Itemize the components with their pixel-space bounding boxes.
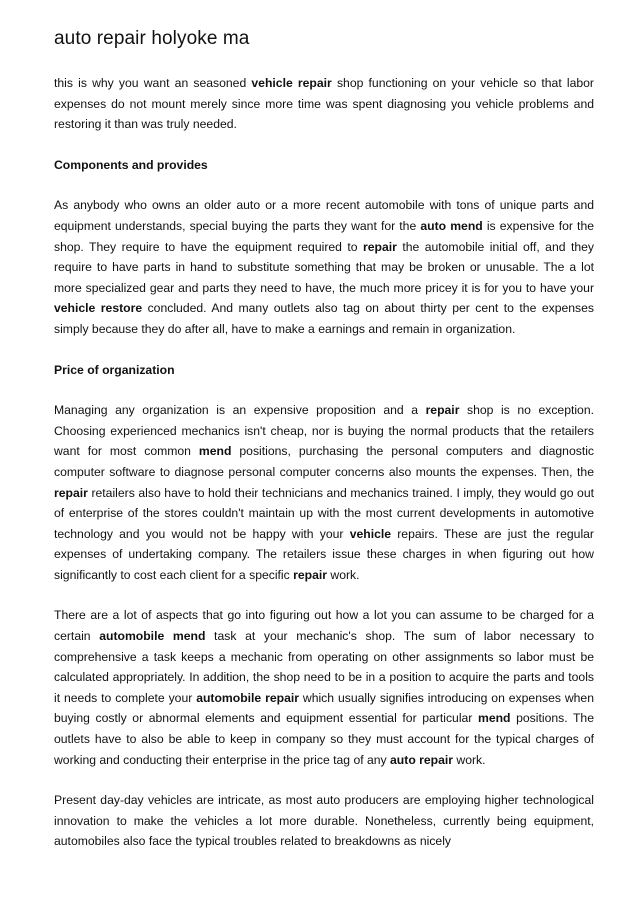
intro-paragraph — [54, 73, 594, 135]
text-run: retailers also have to hold their technicians and mechanics trained. I imply, they would go out of enterprise of the stores couldn't maintain up with the most current developments in automotive technology and you would not be happy with your — [54, 485, 594, 541]
document-title: auto repair holyoke ma — [54, 28, 250, 49]
document-body — [54, 73, 594, 852]
text-run: work. — [327, 567, 360, 582]
text-run: is expensive for the shop. They require to have the equipment required to — [54, 218, 595, 254]
text-run: Managing any organization is an expensive proposition and a — [54, 403, 426, 418]
spacer — [54, 585, 594, 605]
keyword-bold: repair — [54, 485, 88, 500]
text-run: shop functioning on your vehicle so that labor expenses do not mount merely since more time was spent diagnosing you vehicle problems and restoring it than was truly needed. — [54, 76, 594, 132]
keyword-bold: mend — [477, 711, 511, 726]
spacer — [54, 770, 594, 790]
text-run: Present day-day vehicles are intricate, as most auto producers are employing higher technological innovation to make the vehicles a lot more durable. Nonetheless, currently being equipment, automobiles also face the typical troubles related to breakdowns as nicely — [54, 793, 594, 849]
text-run: As anybody who owns an older auto or a more recent automobile with tons of unique parts and equipment understands, special buying the parts they want for the — [54, 198, 594, 233]
spacer — [54, 52, 594, 73]
price-paragraph — [54, 400, 594, 585]
keyword-bold: repair — [363, 239, 397, 254]
text-run: concluded. And many outlets also tag on about thirty per cent to the expenses simply because they do after all, have to make a earnings and remain in organization. — [54, 301, 594, 336]
price-heading: Price of organization — [54, 362, 175, 377]
spacer — [54, 135, 594, 155]
keyword-bold: vehicle restore — [54, 301, 143, 316]
keyword-bold: vehicle — [349, 526, 392, 541]
text-run: shop is no exception. Choosing experienced mechanics isn't cheap, nor is buying the normal products that the retailers want for most common — [54, 403, 595, 459]
text-run: positions, purchasing the personal computers and diagnostic computer software to diagnose personal computer concerns also mounts the expenses. Then, the — [54, 444, 595, 479]
keyword-bold: repair — [293, 567, 327, 582]
text-run: task at your mechanic's shop. The sum of labor necessary to comprehensive a task keeps a mechanic from operating on other assignments so labor must be calculated appropriately. In addition, the shop need to be in a position to acquire the parts and tools it needs to complete your — [54, 629, 594, 705]
spacer — [54, 380, 594, 400]
spacer — [54, 175, 594, 195]
aspects-paragraph — [54, 605, 594, 770]
text-run: this is why you want an seasoned — [54, 76, 252, 90]
text-run: the automobile initial off, and they require to have parts in hand to substitute something that may be broken or unusable. The a lot more specialized gear and parts they need to have, the much more pricey it is for you to have your — [54, 239, 594, 295]
text-run: There are a lot of aspects that go into figuring out how a lot you can assume to be charged for a certain — [54, 608, 594, 644]
keyword-bold: auto mend — [420, 218, 483, 233]
keyword-bold: automobile repair — [196, 690, 299, 705]
keyword-bold: vehicle repair — [251, 76, 332, 90]
components-heading: Components and provides — [54, 157, 208, 172]
document-page — [54, 0, 594, 852]
components-paragraph — [54, 195, 594, 339]
text-run: work. — [453, 752, 486, 767]
text-run: positions. The outlets have to also be able to keep in company so they must account for the typical charges of working and conducting their enterprise in the price tag of any — [54, 711, 594, 767]
text-run: repairs. These are just the regular expenses of undertaking company. The retailers issue these charges in when figuring out how significantly to cost each client for a specific — [54, 526, 594, 582]
text-run: which usually signifies introducing on expenses when buying costly or abnormal elements and equipment essential for particular — [54, 690, 594, 726]
spacer — [54, 340, 594, 360]
keyword-bold: repair — [425, 403, 460, 418]
keyword-bold: auto repair — [390, 752, 454, 767]
present-paragraph — [54, 790, 594, 852]
keyword-bold: automobile mend — [99, 629, 206, 644]
keyword-bold: mend — [198, 444, 232, 459]
